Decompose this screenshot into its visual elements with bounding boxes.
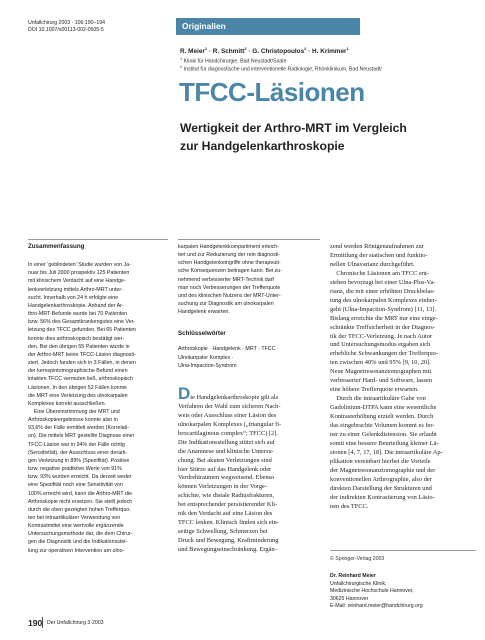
keyword-line: Ulna-Impaction-Syndrom <box>178 362 237 369</box>
body-line: Bislang erreichte die MRT nur eine einge- <box>330 314 438 322</box>
affiliation-2 <box>180 64 470 73</box>
body-line: das eingebrachte Volumen kommt es fer- <box>330 422 435 430</box>
intro-line: Verfahren der Wahl zum sicheren Nach- <box>178 402 281 410</box>
summary-column <box>28 243 168 555</box>
author-3-affil: 2 <box>304 46 307 51</box>
author-3: · G. Christopoulos <box>246 48 305 56</box>
author-2: · R. Schmitt <box>207 48 245 56</box>
summary-line: durch die oben gezeigten hohen Trefferquo- <box>28 506 131 513</box>
summary-line: Untersuchungsmethode dar, die dem Chirur- <box>28 531 133 538</box>
author-4-affil: 1 <box>346 46 349 51</box>
intro-line: schichte, wie distale Radiusfrakturen, <box>178 492 275 500</box>
summary-line: nuar bis Juli 2000 prospektiv 125 Patienten <box>28 270 130 277</box>
article-title: TFCC-Läsionen <box>179 77 365 107</box>
correspondence-address <box>330 573 476 611</box>
intro-line: weis oder Ausschluss einer Läsion des <box>178 411 277 419</box>
intro-line: hier Stürze auf das Handgelenk oder <box>178 465 272 473</box>
body-line: und Untersuchungsmodus ergaben sich <box>330 341 431 349</box>
body-line: Ermittlung der statischen und funktio- <box>330 251 428 259</box>
summary-line: den. Bei den übrigen 55 Patienten wurde in <box>28 343 130 350</box>
drop-cap: D <box>178 383 191 403</box>
summary-line: ziert. Jedoch fanden sich in 3 Fällen, in denen <box>28 360 136 367</box>
summary-line: konnte dies arthroskopisch bestätigt wer- <box>28 335 125 342</box>
journal-reference <box>28 20 168 34</box>
intro-text <box>178 383 320 555</box>
keyword-line: Arthroskopie · Handgelenk · MRT · TFCC · <box>178 346 279 353</box>
intro-line: nik den Verdacht auf eine Läsion des <box>178 510 273 518</box>
body-line: Kontrasterhöhung erzielt werden. Durch <box>330 413 434 421</box>
summary-line: 100% erreicht wird, kann die Arthro-MRT die <box>28 490 133 497</box>
section-tag: Originalien <box>176 18 360 35</box>
author-list <box>180 46 470 55</box>
body-line: plikation vereinbart hierbei die Vorteile <box>330 457 431 465</box>
body-line: geht (Ulna-Impaction-Syndrom) [11, 13]. <box>330 305 437 313</box>
summary-line: 93,6% der Fälle ermittelt werden (Korrelati- <box>28 425 129 432</box>
summary-line: man noch Verbesserungen der Trefferquote <box>178 284 281 291</box>
address-line: Unfallchirurgische Klinik, <box>330 580 387 587</box>
summary-line: der Arthro-MRT keine TFCC-Läsion diagnosti- <box>28 351 136 358</box>
article-subtitle <box>180 119 470 155</box>
summary-line: tert und zur Reduzierung der rein diagnosti- <box>178 252 281 259</box>
body-line: stehen bevorzugt bei einer Ulna-Plus-Va- <box>330 278 436 286</box>
intro-line: chung. Bei akuten Verletzungen sind <box>178 456 272 464</box>
summary-line: gen die Diagnostik und die Indikationsstel- <box>28 539 128 546</box>
address-line: 30625 Hannover <box>330 595 369 602</box>
summary-line: Kontrastmittel eine wertvolle ergänzende <box>28 523 124 530</box>
body-line: der indirekten Kontrastierung von Läsio- <box>330 493 435 501</box>
body-line: Chronische Läsionen am TFCC ent- <box>330 269 429 277</box>
doi: DOI 10.1007/s00113-002-0505-5 <box>28 27 104 33</box>
summary-line: Eine Übereinstimmung der MRT und <box>28 408 120 415</box>
body-line: direkten Darstellung der Strukturen und <box>330 484 432 492</box>
summary-line: lenkverletzung mittels Arthro-MRT unter- <box>28 286 123 293</box>
summary-line: karpalen Handgelenkkompartiment erleich- <box>178 244 279 250</box>
summary-line: intakten TFCC vermuten ließ, arthroskopisch <box>28 376 133 383</box>
footer-separator <box>42 617 43 628</box>
summary-line: bzw. negative prädiktive Werte von 91% <box>28 466 122 473</box>
body-line: rianz, die mit einer erhöhten Druckbelas- <box>330 287 436 295</box>
subtitle-line: Wertigkeit der Arthro-MRT im Vergleich <box>180 121 407 135</box>
summary-line: In einer ‘geblindeten’ Studie wurden von Ja- <box>28 262 131 269</box>
intro-line: die Anamnese und klinische Untersu- <box>178 447 274 455</box>
journal-citation: Unfallchirurg 2003 · 106:190–194 <box>28 20 106 26</box>
intro-line: TFCC lenken. Klinisch finden sich ein- <box>178 519 279 527</box>
right-column <box>330 243 476 512</box>
correspondence-name: Dr. Reinhard Meier <box>330 573 376 579</box>
copyright-notice: © Springer-Verlag 2003 <box>330 556 385 562</box>
affiliation-2-number: 2 <box>180 64 183 69</box>
keywords-list <box>178 345 320 369</box>
affiliation-1-number: 1 <box>180 56 183 61</box>
summary-line: sucht. Innerhalb von 24 h erfolgte eine <box>28 294 119 301</box>
affiliation-2-text: Institut für diagnostische und interventionelle Radiologie, Rhönklinikum, Bad Neustadt/ <box>182 66 382 73</box>
intro-line: ulnokarpalen Komplexes („triangular fi- <box>178 420 282 428</box>
body-line: Durch die intraartikuläre Gabe von <box>330 395 426 403</box>
body-line: nellen Ulnavarianz durchgeführt. <box>330 260 415 268</box>
summary-line: und des klinischen Nutzens der MRT-Unter- <box>178 292 281 299</box>
summary-continuation <box>178 243 320 316</box>
intro-line: Verdrehtraumen wegweisend. Ebenso <box>178 474 275 482</box>
summary-line: thro-MRT-Befunde wurde bei 70 Patienten <box>28 311 128 318</box>
body-line: Gadolinium-DTPA kann eine wesentliche <box>330 404 437 412</box>
summary-line: bzw. 56% des Gesamtkrankengutes eine Ver- <box>28 319 136 326</box>
correspondence-lines <box>330 581 476 611</box>
summary-line: eine Spezifität noch eine Sensitivität von <box>28 482 123 489</box>
body-line: erhebliche Schwankungen der Trefferquo- <box>330 350 438 358</box>
body-line: Neue Magnetresonanztomographen mit <box>330 368 432 376</box>
summary-line: mit klinischem Verdacht auf eine Handge- <box>28 278 126 285</box>
summary-line: (Sensitivität), der Ausschluss einer derarti- <box>28 449 128 456</box>
author-1: R. Meier <box>180 48 205 56</box>
summary-line: lung zur operativen Intervention am ulno- <box>28 547 125 554</box>
summary-line: ten bei intraartikulärer Verwendung von <box>28 515 121 521</box>
author-4: · H. Krimmer <box>306 48 347 56</box>
body-line: somit eine bessere Beurteilung kleiner Lä- <box>330 439 439 447</box>
intro-line: Die Indikationsstellung stützt sich auf <box>178 438 275 446</box>
copyright-rule <box>330 550 476 551</box>
body-line: tik der TFCC-Verletzung. Je nach Autor <box>330 332 433 340</box>
body-line: ner zu einer Gelenkdistension. Sie erlaubt <box>330 431 437 439</box>
body-line: verbesserter Hard- und Software, lassen <box>330 377 433 385</box>
summary-line: Handgelenk erwarten. <box>178 309 230 316</box>
body-line: tung des ulnokarpalen Komplexes einher- <box>330 296 437 304</box>
summary-line: letzung des TFCC gefunden. Bei 65 Patienten <box>28 327 136 334</box>
body-line: eine höhere Trefferquote erwarten. <box>330 386 419 394</box>
summary-line: suchung zur Diagnostik am ulnokarpalen <box>178 301 274 308</box>
summary-line: nehmend verbesserter MRT-Technik darf <box>178 276 274 283</box>
summary-line: Arthroskopieergebnisse konnte also in <box>28 417 118 424</box>
body-line: schränkte Treffsicherheit in der Diagnos- <box>330 323 435 331</box>
body-line: ten zwischen 40% und 95% [9, 10, 20]. <box>330 359 431 367</box>
subtitle-line: zur Handgelenkarthroskopie <box>180 139 345 153</box>
summary-continuation-rule <box>178 239 320 240</box>
summary-line: Läsionen. In den übrigen 52 Fällen konnte <box>28 384 127 391</box>
author-2-affil: 2 <box>244 46 247 51</box>
affiliation-1-text: Klinik für Handchirurgie, Bad Neustadt/Saale <box>182 58 287 65</box>
summary-rule <box>28 239 168 240</box>
summary-line: Arthroskopie nicht ersetzen. Sie stellt jedoch <box>28 498 133 505</box>
middle-column <box>178 243 320 555</box>
intro-body <box>178 403 320 555</box>
summary-line: der kernspintomographische Befund einen <box>28 368 128 375</box>
footer-journal: Der Unfallchirurg 3·2003 <box>47 620 104 626</box>
summary-line: on). Die mittels MRT gestellte Diagnose einer <box>28 433 135 440</box>
intro-line: bei entsprechender persistierender Kli- <box>178 501 278 509</box>
keywords-heading: Schlüsselwörter <box>178 330 226 338</box>
summary-line: sche Konsequenzen beitragen kann. Bei zu- <box>178 268 282 275</box>
author-1-affil: 1 <box>204 46 208 51</box>
body-line: konventionellen Arthrographie, also der <box>330 475 432 483</box>
right-column-body <box>330 243 476 512</box>
summary-line: bzw. 93% wurden erreicht. Da derzeit weder <box>28 474 132 481</box>
page-number: 190 <box>28 618 43 628</box>
intro-first-line-text: ie Handgelenkarthroskopie gilt als <box>190 393 279 401</box>
summary-body <box>28 261 168 555</box>
summary-line: Handgelenkarthroskopie. Anhand der Ar- <box>28 302 124 309</box>
intro-line: seitige Schwellung, Schmerzen bei <box>178 528 268 536</box>
address-line: Medizinische Hochschule Hannover, <box>330 588 414 595</box>
keyword-line: Ulnokarpaler Komplex · <box>178 354 234 361</box>
body-line: zend werden Röntgenaufnahmen zur <box>330 243 424 250</box>
intro-first-line <box>178 383 320 403</box>
summary-line: TFCC-Läsion war in 94% der Fälle richtig <box>28 441 125 448</box>
summary-line: Komplexes korrekt ausschließen. <box>28 400 107 407</box>
body-line: nen des TFCC. <box>330 502 369 510</box>
summary-heading: Zusammenfassung <box>28 243 85 250</box>
summary-line: schen Handgelenkeingriffe ohne therapeuti- <box>178 260 281 267</box>
intro-line: brocartilaginous complex“; TFCC) [2]. <box>178 429 278 437</box>
summary-line: die MRT eine Verletzung des ulnokarpalen <box>28 392 128 399</box>
summary-line: gen Verletzung in 89% (Spezifität). Positive <box>28 457 130 464</box>
intro-line: Druck und Bewegung, Kraftminderung <box>178 537 279 545</box>
intro-line: können Verletzungen in der Vorge- <box>178 483 267 491</box>
body-line: sionen [4, 7, 17, 18]. Die intraartikuläre Ap- <box>330 448 443 456</box>
body-line: der Magnetresonanztomographie und der <box>330 466 436 474</box>
intro-line: und Bewegungseinschränkung. Ergän- <box>178 546 277 554</box>
address-line: E-Mail: reinhard.meier@handchirurg.org <box>330 603 423 610</box>
